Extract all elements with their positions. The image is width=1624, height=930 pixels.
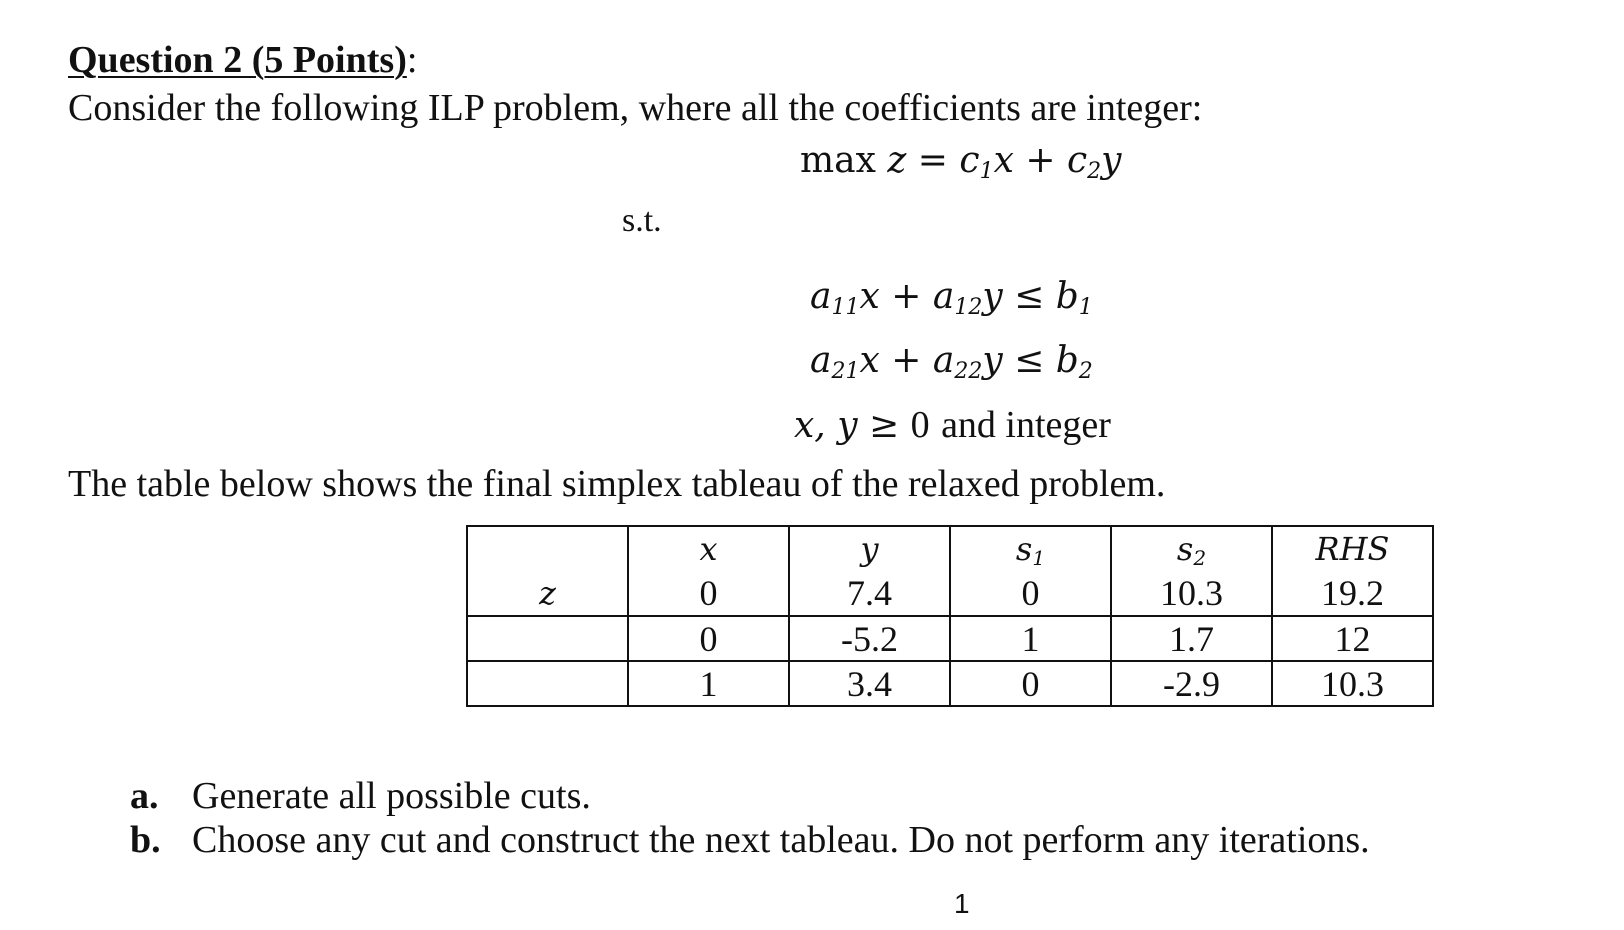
constraint-2-leq: ≤ xyxy=(1014,340,1045,381)
table-cell: 0 xyxy=(950,571,1111,616)
table-cell: 7.4 xyxy=(789,571,950,616)
question-a-text: Generate all possible cuts. xyxy=(192,775,591,817)
question-heading xyxy=(68,38,417,82)
table-cell: -2.9 xyxy=(1111,661,1272,706)
question-title: Question 2 (5 Points) xyxy=(68,39,407,81)
header-cell-x: x xyxy=(628,526,789,571)
subject-to-label: s.t. xyxy=(622,202,662,239)
nonneg-integer-text: and integer xyxy=(941,404,1111,446)
table-cell: 1 xyxy=(950,616,1111,661)
table-cell: 19.2 xyxy=(1272,571,1433,616)
objective-equals: = xyxy=(917,140,948,181)
coef-a12: $a_{12}$ xyxy=(932,276,983,320)
table-cell: 1 xyxy=(628,661,789,706)
objective-plus: + xyxy=(1025,140,1056,181)
max-operator: max xyxy=(800,140,876,181)
constraint-2-plus: + xyxy=(891,340,922,381)
table-cell: 12 xyxy=(1272,616,1433,661)
page-number: 1 xyxy=(954,888,970,919)
heading-colon: : xyxy=(406,39,418,81)
table-cell xyxy=(467,616,628,661)
coef-a21: $a_{21}$ xyxy=(810,340,860,384)
question-b xyxy=(130,818,1370,862)
table-cell: 3.4 xyxy=(789,661,950,706)
header-cell-blank xyxy=(467,526,628,571)
table-cell: 10.3 xyxy=(1272,661,1433,706)
coef-c2: $c_2$ xyxy=(1066,140,1102,184)
table-cell xyxy=(467,661,628,706)
nonneg-zero: 0 xyxy=(910,404,930,446)
constraint-1-y: y xyxy=(982,276,1003,317)
question-b-label: b. xyxy=(130,819,161,861)
table-row xyxy=(467,616,1433,661)
rhs-b2: $b_2$ xyxy=(1055,340,1093,384)
constraint-2 xyxy=(810,340,1093,384)
objective-z: z xyxy=(887,140,907,181)
nonnegativity-constraint xyxy=(794,403,1111,447)
table-cell: 1.7 xyxy=(1111,616,1272,661)
constraint-1 xyxy=(810,276,1093,320)
header-cell-rhs: RHS xyxy=(1272,526,1433,571)
rhs-b1: $b_1$ xyxy=(1055,276,1093,320)
tableau-header-row xyxy=(467,526,1433,571)
coef-c1: $c_1$ xyxy=(959,140,994,184)
simplex-tableau xyxy=(466,525,1434,707)
table-cell: 0 xyxy=(628,571,789,616)
table-description: The table below shows the final simplex tableau of the relaxed problem. xyxy=(68,463,1166,505)
question-a xyxy=(130,774,591,818)
nonneg-geq: ≥ xyxy=(868,405,900,446)
header-cell-s1: $s_1$ xyxy=(950,526,1111,571)
table-row xyxy=(467,571,1433,616)
nonneg-vars: x, y xyxy=(794,405,858,446)
table-cell: 0 xyxy=(950,661,1111,706)
coef-a22: $a_{22}$ xyxy=(932,340,983,384)
constraint-1-x: x xyxy=(859,276,880,317)
question-a-label: a. xyxy=(130,775,159,817)
constraint-1-plus: + xyxy=(891,276,922,317)
constraint-2-y: y xyxy=(982,340,1003,381)
objective-function xyxy=(800,140,1122,184)
table-row xyxy=(467,661,1433,706)
constraint-1-leq: ≤ xyxy=(1014,276,1045,317)
table-cell: z xyxy=(467,571,628,616)
objective-y: y xyxy=(1101,140,1122,181)
table-cell: 0 xyxy=(628,616,789,661)
header-cell-s2: $s_2$ xyxy=(1111,526,1272,571)
header-cell-y: y xyxy=(789,526,950,571)
question-b-text: Choose any cut and construct the next tableau. Do not perform any iterations. xyxy=(192,819,1370,861)
coef-a11: $a_{11}$ xyxy=(810,276,860,320)
intro-text: Consider the following ILP problem, where all the coefficients are integer: xyxy=(68,87,1203,129)
objective-x: x xyxy=(993,140,1014,181)
constraint-2-x: x xyxy=(859,340,880,381)
table-cell: -5.2 xyxy=(789,616,950,661)
table-cell: 10.3 xyxy=(1111,571,1272,616)
